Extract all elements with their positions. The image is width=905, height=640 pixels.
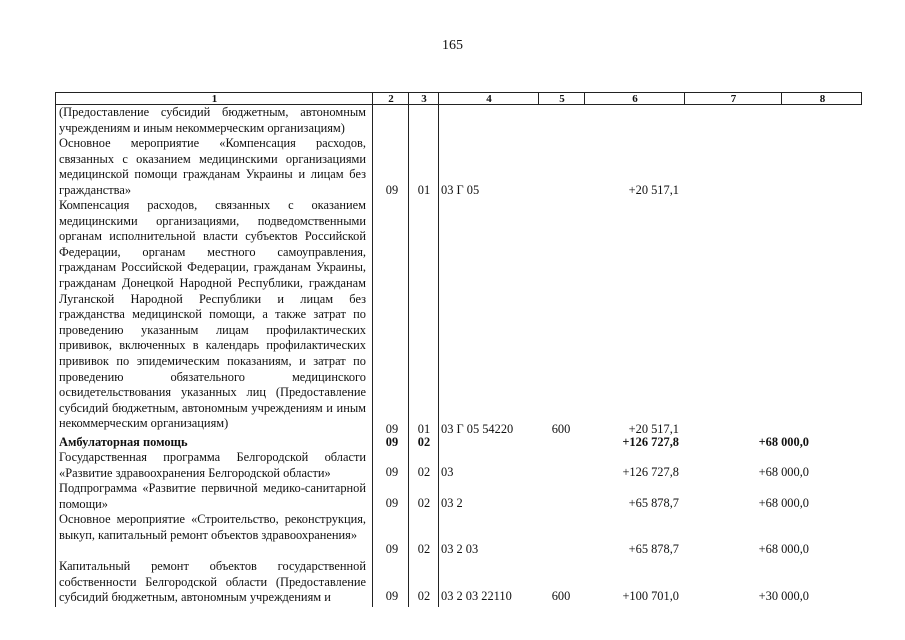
row-amount-col7: +68 000,0 (758, 435, 809, 449)
header-col-7: 7 (730, 93, 737, 105)
row-amount-col7: +30 000,0 (758, 589, 809, 603)
header-col-8: 8 (819, 93, 826, 105)
row-description: Подпрограмма «Развитие первичной медико-санитарной помощи» (59, 481, 366, 511)
row-description: Основное мероприятие «Компенсация расходов, связанных с оказанием медицинскими организациями медицинской помощи гражданам Украины и лицам без гражданства» (59, 136, 366, 197)
row-target-code: 03 Г 05 (441, 183, 480, 197)
row-target-code: 03 Г 05 54220 (441, 422, 514, 436)
row-target-code: 03 2 (441, 496, 463, 510)
row-description: Государственная программа Белгородской области «Развитие здравоохранения Белгородской области» (59, 450, 366, 480)
row-amount-col6: +20 517,1 (628, 422, 679, 436)
row-subsection-code: 02 (417, 496, 431, 510)
row-subsection-code: 01 (417, 183, 431, 197)
row-subsection-code: 02 (417, 542, 431, 556)
column-divider (438, 92, 439, 607)
row-amount-col6: +65 878,7 (628, 542, 679, 556)
row-amount-col6: +65 878,7 (628, 496, 679, 510)
row-expense-type: 600 (551, 589, 571, 603)
column-divider (861, 92, 862, 105)
row-subsection-code: 02 (417, 589, 431, 603)
header-col-3: 3 (421, 93, 427, 105)
row-subsection-code: 01 (417, 422, 431, 436)
column-divider (55, 92, 56, 607)
row-description: Основное мероприятие «Строительство, реконструкция, выкуп, капитальный ремонт объектов здравоохранения» (59, 512, 366, 542)
column-divider (684, 92, 685, 105)
row-section-code: 09 (385, 422, 399, 436)
column-divider (584, 92, 585, 105)
row-target-code: 03 (441, 465, 454, 479)
row-description: Капитальный ремонт объектов государственной собственности Белгородской области (Предоставление субсидий бюджетным, автономным учреждениям и (59, 559, 366, 605)
header-col-1: 1 (211, 93, 218, 105)
row-subsection-code: 02 (417, 435, 431, 449)
page-number: 165 (442, 38, 463, 53)
row-amount-col7: +68 000,0 (758, 465, 809, 479)
row-target-code: 03 2 03 22110 (441, 589, 512, 603)
header-col-6: 6 (632, 93, 638, 105)
row-subsection-code: 02 (417, 465, 431, 479)
column-divider (408, 92, 409, 607)
row-amount-col6: +100 701,0 (622, 589, 679, 603)
row-section-code: 09 (385, 496, 399, 510)
column-divider (781, 92, 782, 105)
row-expense-type: 600 (551, 422, 571, 436)
row-amount-col7: +68 000,0 (758, 496, 809, 510)
column-divider (372, 92, 373, 607)
row-section-code: 09 (385, 542, 399, 556)
header-col-2: 2 (388, 93, 394, 105)
row-description: Амбулаторная помощь (59, 435, 188, 449)
row-amount-col6: +20 517,1 (628, 183, 679, 197)
row-section-code: 09 (385, 465, 399, 479)
header-col-5: 5 (559, 93, 565, 105)
row-amount-col6: +126 727,8 (622, 435, 679, 449)
row-amount-col6: +126 727,8 (622, 465, 679, 479)
column-divider (538, 92, 539, 105)
header-col-4: 4 (486, 93, 492, 105)
row-section-code: 09 (385, 183, 399, 197)
row-section-code: 09 (385, 435, 399, 449)
row-description: Компенсация расходов, связанных с оказанием медицинскими организациями, подведомственными органам исполнительной власти субъектов Российской Федерации, органам местного самоуправления, гражданам Российской Федерации, гражданам Украины, гражданам Донецкой Народной Республики, гражданам Луганской Народной Республики и лицам без гражданства медицинской помощи, а также затрат по проведению указанным лицам профилактических прививок, включенных в календарь профилактических прививок по эпидемическим показаниям, и затрат по проведению обязательного медицинского освидетельствования указанных лиц (Предоставление субсидий бюджетным, автономным учреждениям и иным некоммерческим организациям) (59, 198, 366, 431)
row-amount-col7: +68 000,0 (758, 542, 809, 556)
row-section-code: 09 (385, 589, 399, 603)
table-header-row (55, 92, 862, 105)
budget-table (55, 92, 862, 607)
row-description: (Предоставление субсидий бюджетным, автономным учреждениям и иным некоммерческим организациям) (59, 105, 366, 135)
row-target-code: 03 2 03 (441, 542, 479, 556)
